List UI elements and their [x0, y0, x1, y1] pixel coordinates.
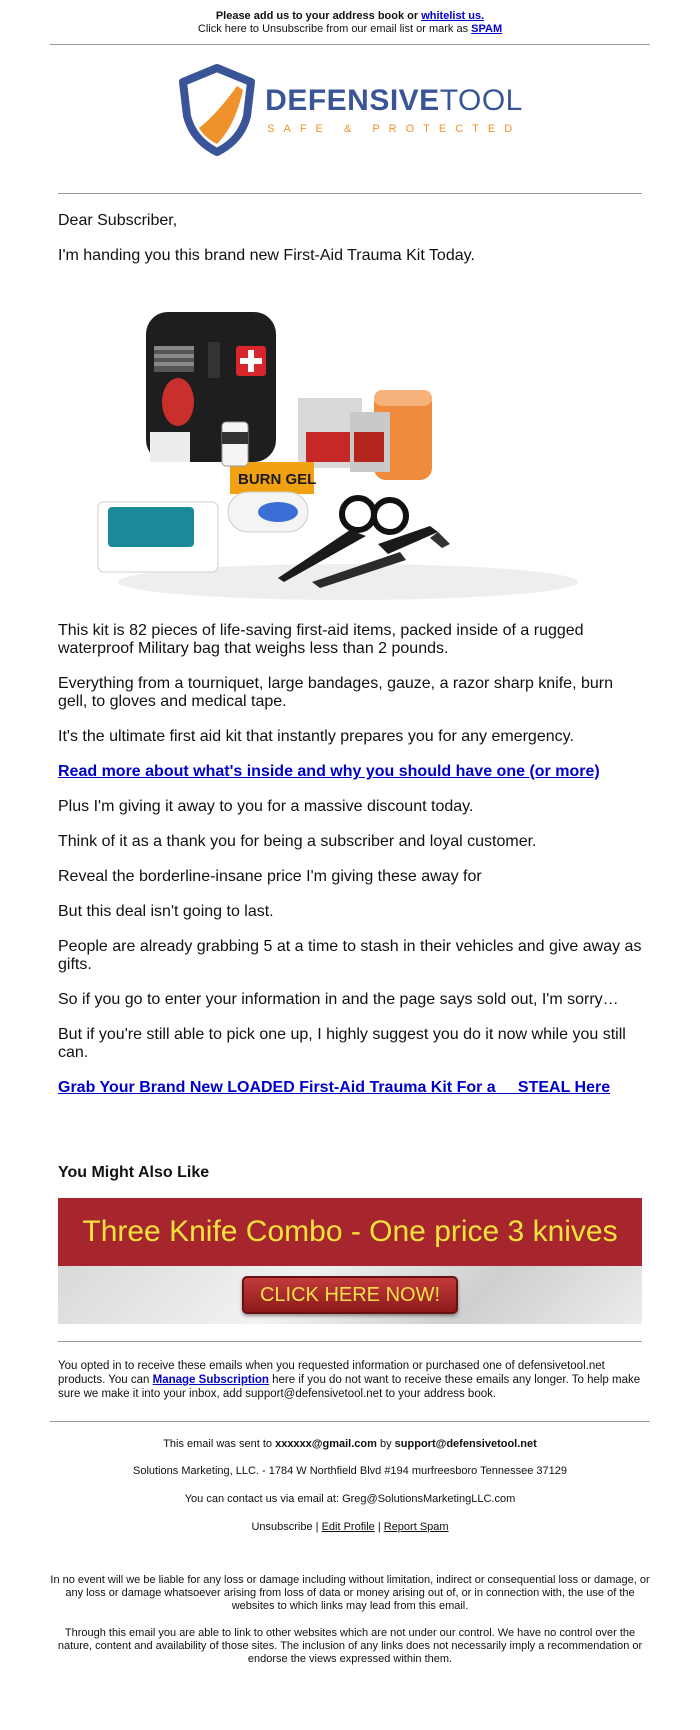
notice-line-1 — [0, 10, 700, 23]
brand-name: DEFENSIVETOOL — [265, 84, 523, 117]
top-notice — [0, 0, 700, 36]
knife-combo-banner[interactable] — [58, 1198, 642, 1324]
banner-headline: Three Knife Combo - One price 3 knives — [82, 1215, 618, 1248]
paragraph-1: This kit is 82 pieces of life-saving first-aid items, packed inside of a rugged waterproof Military bag that weighs less than 2 pounds. — [58, 622, 584, 657]
optin-text-before: You opted in to receive these emails when you requested information or purchased one of defensivetool.net products. You can — [58, 1360, 605, 1386]
notice-line-2 — [0, 23, 700, 36]
footer-links: Unsubscribe | Edit Profile | Report Spam — [251, 1521, 449, 1533]
optin-divider — [58, 1341, 642, 1342]
contact-line: You can contact us via email at: Greg@SolutionsMarketingLLC.com — [184, 1493, 516, 1505]
brand-logo[interactable] — [0, 45, 700, 175]
trauma-kit-image[interactable] — [58, 282, 642, 612]
trauma-kit-illustration — [58, 282, 642, 612]
read-more-link[interactable]: Read more about what's inside and why you should have one (or more) — [58, 763, 600, 780]
greeting: Dear Subscriber, — [58, 212, 178, 229]
paragraph-3: It's the ultimate first aid kit that instantly prepares you for any emergency. — [58, 728, 574, 745]
also-like-title: You Might Also Like — [58, 1164, 210, 1181]
paragraph-7: But this deal isn't going to last. — [58, 903, 274, 920]
burn-gel-label: BURN GEL — [238, 471, 317, 488]
edit-profile-link[interactable]: Edit Profile — [321, 1521, 375, 1533]
paragraph-2: Everything from a tourniquet, large bandages, gauze, a razor sharp knife, burn gell, to gloves and medical tape. — [58, 675, 613, 710]
disclaimer-liability: In no event will we be liable for any loss or damage including without limitation, indirect or consequential loss or damage, or any loss or damage whatsoever arising from loss of data or money arising out of, or in connection with, the use of the websites to which links may lead from this email. — [50, 1574, 650, 1612]
notice-text-1: Please add us to your address book or — [215, 10, 419, 22]
footer-divider — [50, 1421, 650, 1422]
sent-to-line: This email was sent to xxxxxx@gmail.com by support@defensivetool.net — [163, 1438, 537, 1450]
sender-email: support@defensivetool.net — [394, 1438, 537, 1450]
paragraph-9: So if you go to enter your information in and the page says sold out, I'm sorry… — [58, 991, 619, 1008]
shield-icon — [177, 64, 257, 156]
paragraph-5: Think of it as a thank you for being a subscriber and loyal customer. — [58, 833, 537, 850]
recipient-email: xxxxxx@gmail.com — [275, 1438, 377, 1450]
report-spam-link[interactable]: Report Spam — [383, 1521, 449, 1533]
manage-subscription-link[interactable]: Manage Subscription — [152, 1374, 269, 1386]
banner-headline-area — [58, 1198, 642, 1266]
optin-text-after: here if you do not want to receive these emails any longer. To help make sure we make it into your inbox, add support@defensivetool.net to your address book. — [58, 1374, 641, 1400]
company-address: Solutions Marketing, LLC. - 1784 W Northfield Blvd #194 murfreesboro Tennessee 37129 — [133, 1465, 567, 1477]
brand-tagline: SAFE & PROTECTED — [267, 123, 522, 135]
banner-button-area — [58, 1266, 642, 1324]
click-here-now-button[interactable]: CLICK HERE NOW! — [242, 1276, 458, 1314]
paragraph-8: People are already grabbing 5 at a time to stash in their vehicles and give away as gifts. — [58, 938, 642, 973]
logo-divider — [58, 193, 642, 194]
paragraph-10: But if you're still able to pick one up, I highly suggest you do it now while you still can. — [58, 1026, 626, 1061]
paragraph-6: Reveal the borderline-insane price I'm giving these away for — [58, 868, 482, 885]
grab-kit-link[interactable]: Grab Your Brand New LOADED First-Aid Trauma Kit For a STEAL Here — [58, 1079, 611, 1096]
disclaimer-links: Through this email you are able to link to other websites which are not under our control. We have no control over the nature, content and availability of those sites. The inclusion of any links does not necessarily imply a recommendation or endorse the views expressed within them. — [57, 1627, 643, 1665]
notice-text-2: Click here to Unsubscribe from our email list or mark as — [197, 23, 469, 35]
whitelist-link[interactable]: whitelist us. — [421, 10, 485, 22]
brand-wordmark — [265, 85, 523, 135]
unsubscribe-link[interactable]: Unsubscribe — [251, 1521, 313, 1533]
paragraph-4: Plus I'm giving it away to you for a massive discount today. — [58, 798, 474, 815]
footer — [50, 1438, 650, 1666]
spam-link[interactable]: SPAM — [471, 23, 503, 35]
optin-notice — [58, 1359, 642, 1401]
intro-text: I'm handing you this brand new First-Aid Trauma Kit Today. — [58, 247, 475, 264]
